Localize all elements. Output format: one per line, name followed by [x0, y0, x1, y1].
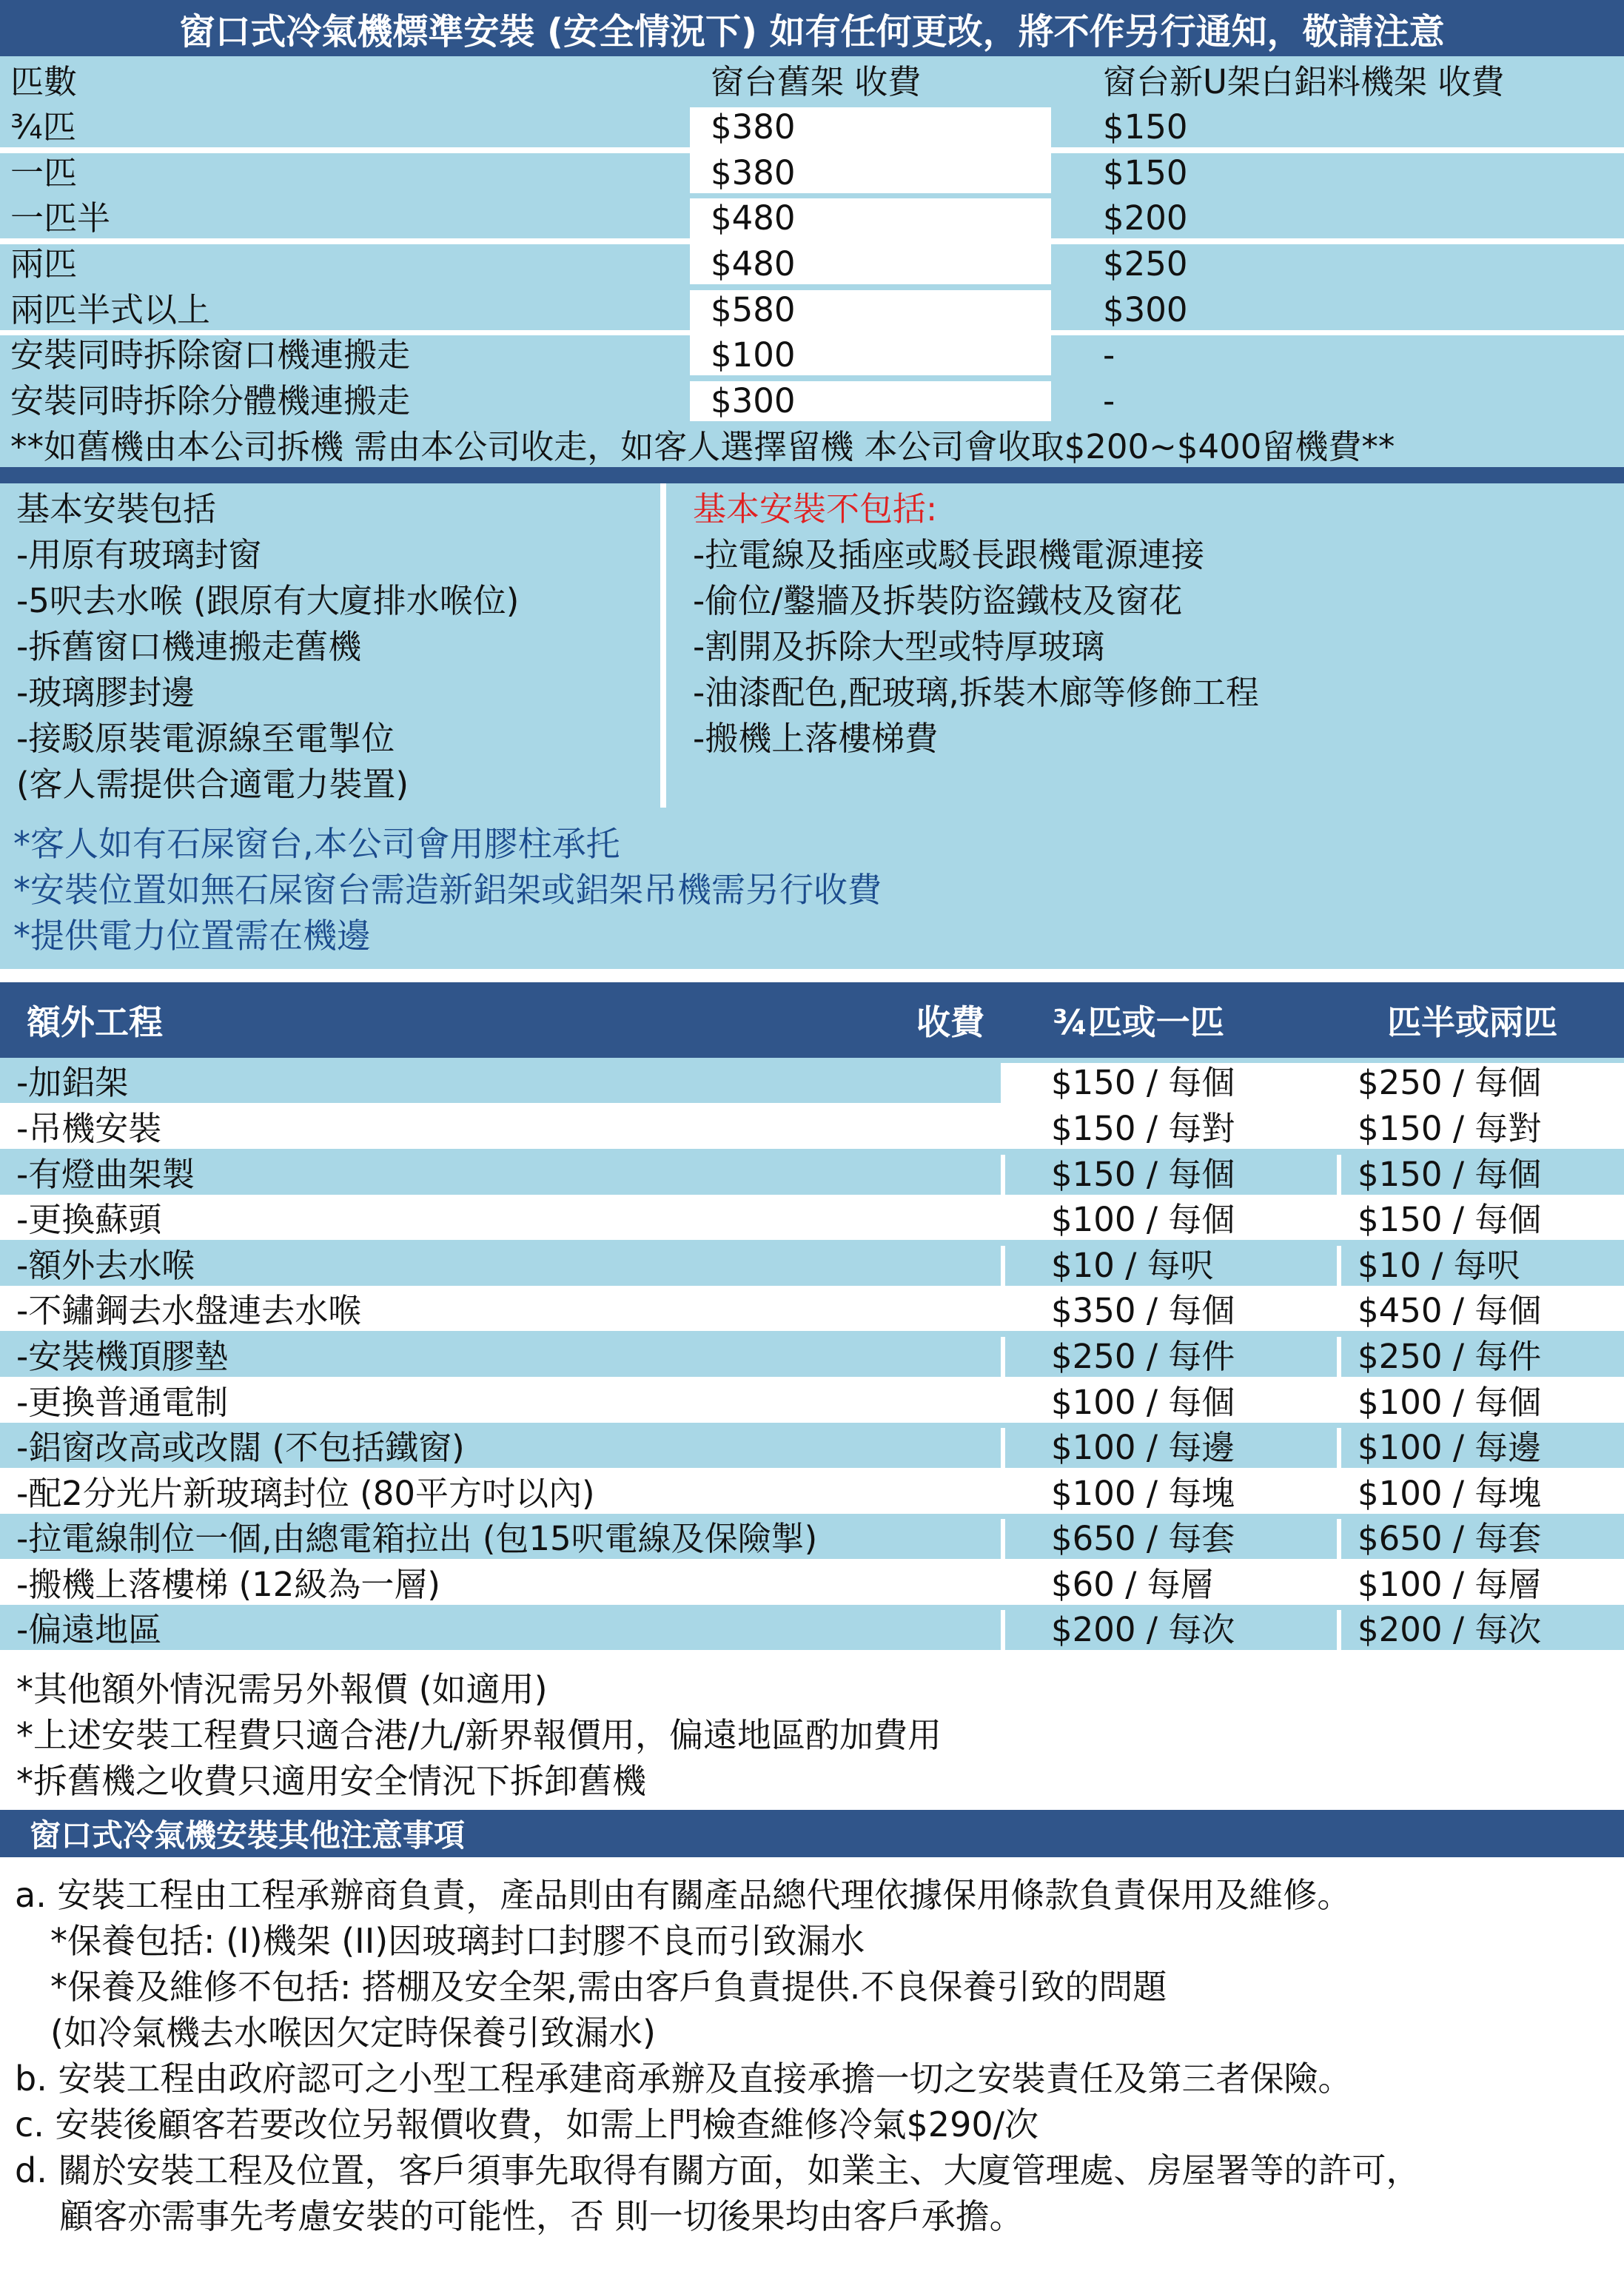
table-row: [0, 284, 1624, 330]
old-bracket-price: $380: [690, 153, 1051, 193]
table-row: [0, 193, 1624, 239]
table-row: [0, 1514, 1624, 1560]
large-unit-price: $450 / 每個: [1358, 1291, 1542, 1331]
small-unit-price: $100 / 每塊: [1005, 1474, 1341, 1514]
list-item: -拉電線及插座或駁長跟機電源連接: [693, 534, 1205, 574]
small-unit-price: $650 / 每套: [1005, 1519, 1341, 1559]
note-line: *拆舊機之收費只適用安全情況下拆卸舊機: [16, 1761, 646, 1802]
row-label: ¾匹: [10, 107, 76, 147]
large-unit-price: $150 / 每個: [1358, 1200, 1542, 1240]
extra-notes: [0, 1650, 1624, 1810]
column-header: 窗台新U架白鋁料機架 收費: [1103, 61, 1505, 101]
list-item: -用原有玻璃封窗: [16, 534, 262, 574]
new-bracket-price: $300: [1103, 289, 1188, 329]
row-label: 安裝同時拆除窗口機連搬走: [0, 335, 690, 375]
term-item: (如冷氣機去水喉因欠定時保養引致漏水): [50, 2013, 656, 2053]
work-item: -吊機安裝: [0, 1109, 1005, 1149]
terms-title: 窗口式冷氣機安裝其他注意事項: [0, 1810, 1624, 1857]
new-bracket-price: $200: [1103, 198, 1188, 238]
large-unit-price: $200 / 每次: [1358, 1610, 1542, 1650]
table-row: [0, 102, 1624, 148]
table-row: [0, 1058, 1624, 1104]
table-row: [0, 1468, 1624, 1514]
old-bracket-price: $300: [690, 381, 1051, 421]
term-item: a. 安裝工程由工程承辦商負責，產品則由有關產品總代理依據保用條款負責保用及維修。: [15, 1875, 1352, 1916]
extra-works-header: [0, 982, 1624, 1058]
small-unit-price: $60 / 每層: [1005, 1565, 1341, 1605]
old-bracket-price: $580: [690, 290, 1051, 330]
row-label: 一匹: [0, 153, 690, 193]
table-row: [0, 1286, 1624, 1332]
row-label: 一匹半: [10, 198, 111, 238]
table-row: [0, 1331, 1624, 1377]
small-unit-price: $200 / 每次: [1005, 1610, 1341, 1650]
section-divider: [0, 467, 1624, 483]
table-row: [0, 375, 1624, 421]
table-row: [0, 147, 1624, 193]
term-item: b. 安裝工程由政府認可之小型工程承建商承辦及直接承擔一切之安裝責任及第三者保險。: [15, 2059, 1352, 2099]
small-unit-price: $100 / 每個: [1005, 1200, 1341, 1240]
table-row: [0, 1377, 1624, 1423]
small-unit-price: $100 / 每個: [1005, 1383, 1341, 1423]
large-unit-price: $100 / 每塊: [1358, 1473, 1542, 1513]
row-label: 安裝同時拆除分體機連搬走: [10, 380, 411, 420]
work-item: -偏遠地區: [0, 1610, 1005, 1650]
removal-note: **如舊機由本公司拆機 需由本公司收走，如客人選擇留機 本公司會收取$200~$400留機費**: [0, 421, 1624, 467]
list-item: (客人需提供合適電力裝置): [16, 764, 409, 804]
large-unit-price: $100 / 每個: [1358, 1382, 1542, 1422]
term-item: *保養包括: (I)機架 (II)因玻璃封口封膠不良而引致漏水: [50, 1921, 865, 1962]
column-header: 窗台舊架 收費: [711, 61, 922, 101]
large-unit-price: $150 / 每對: [1358, 1108, 1542, 1148]
install-scope: [0, 483, 1624, 808]
row-label: 兩匹: [0, 244, 690, 284]
new-bracket-price: -: [1051, 335, 1624, 375]
old-bracket-price: $100: [690, 335, 1051, 375]
small-unit-price: $150 / 每個: [1005, 1063, 1341, 1103]
large-unit-price: $650 / 每套: [1358, 1519, 1542, 1559]
table-row: [0, 1149, 1624, 1195]
terms-list: [0, 1857, 1624, 2239]
extra-works-table: [0, 1058, 1624, 1651]
work-item: -鋁窗改高或改闊 (不包括鐵窗): [0, 1428, 1005, 1468]
list-item: -拆舊窗口機連搬走舊機: [16, 626, 362, 666]
list-item: -搬機上落樓梯費: [693, 718, 939, 758]
work-item: -加鋁架: [0, 1063, 1005, 1103]
table-row: [0, 238, 1624, 284]
included-list: [0, 483, 666, 808]
old-bracket-price: $480: [690, 244, 1051, 284]
table-row: [0, 1240, 1624, 1286]
list-item: -油漆配色,配玻璃,拆裝木廊等修飾工程: [693, 672, 1259, 712]
small-unit-price: $150 / 每對: [1005, 1109, 1341, 1149]
large-unit-price: $100 / 每層: [1358, 1564, 1542, 1604]
work-item: -更換普通電制: [0, 1383, 1005, 1423]
list-item: -接駁原裝電源線至電掣位: [16, 718, 395, 758]
old-bracket-price: $480: [690, 198, 1051, 238]
new-bracket-price: $150: [1051, 153, 1624, 193]
table-header-row: [0, 56, 1624, 102]
fee-header: 收費: [916, 1002, 984, 1042]
new-bracket-price: -: [1103, 380, 1115, 420]
large-unit-price: $250 / 每件: [1358, 1336, 1542, 1376]
small-unit-price: $100 / 每邊: [1005, 1428, 1341, 1468]
list-item: -5呎去水喉 (跟原有大廈排水喉位): [16, 580, 520, 620]
list-item: -偷位/鑿牆及拆裝防盜鐵枝及窗花: [693, 580, 1183, 620]
spacer: [0, 969, 1624, 982]
excluded-list: [666, 483, 1624, 808]
table-row: [0, 1423, 1624, 1469]
small-unit-header: ¾匹或一匹: [1053, 1002, 1224, 1042]
large-unit-header: 匹半或兩匹: [1387, 1002, 1557, 1042]
excluded-title: 基本安裝不包括:: [693, 489, 938, 529]
table-row: [0, 1195, 1624, 1241]
small-unit-price: $150 / 每個: [1005, 1155, 1341, 1195]
table-row: [0, 330, 1624, 376]
list-item: -割開及拆除大型或特厚玻璃: [693, 626, 1105, 666]
work-item: -額外去水喉: [0, 1246, 1005, 1286]
table-row: [0, 1103, 1624, 1149]
large-unit-price: $250 / 每個: [1341, 1063, 1624, 1103]
large-unit-price: $150 / 每個: [1358, 1154, 1542, 1194]
included-title: 基本安裝包括: [16, 489, 217, 529]
table-row: [0, 1559, 1624, 1605]
row-label: 兩匹半式以上: [10, 289, 211, 329]
note-line: *上述安裝工程費只適合港/九/新界報價用，偏遠地區酌加費用: [16, 1715, 942, 1756]
extra-works-title: 額外工程: [27, 1002, 163, 1042]
note-line: *客人如有石屎窗台,本公司會用膠柱承托: [13, 823, 620, 864]
price-table: [0, 56, 1624, 467]
term-item: c. 安裝後顧客若要改位另報價收費，如需上門檢查維修冷氣$290/次: [15, 2104, 1039, 2145]
work-item: -不鏽鋼去水盤連去水喉: [0, 1291, 1005, 1331]
install-notes: [0, 808, 1624, 969]
work-item: -安裝機頂膠墊: [0, 1337, 1005, 1377]
work-item: -有燈曲架製: [0, 1155, 1005, 1195]
term-item: d. 關於安裝工程及位置，客戶須事先取得有關方面，如業主、大廈管理處、房屋署等的許可，: [15, 2150, 1420, 2191]
list-item: -玻璃膠封邊: [16, 672, 195, 712]
work-item: -配2分光片新玻璃封位 (80平方吋以內): [0, 1474, 1005, 1514]
page-title: 窗口式冷氣機標準安裝 (安全情況下) 如有任何更改，將不作另行通知，敬請注意: [0, 0, 1624, 56]
note-line: *提供電力位置需在機邊: [13, 915, 371, 956]
note-line: *安裝位置如無石屎窗台需造新鋁架或鋁架吊機需另行收費: [13, 869, 882, 910]
work-item: -搬機上落樓梯 (12級為一層): [0, 1565, 1005, 1605]
old-bracket-price: $380: [690, 107, 1051, 147]
new-bracket-price: $250: [1051, 244, 1624, 284]
work-item: -更換蘇頭: [0, 1200, 1005, 1240]
small-unit-price: $350 / 每個: [1005, 1291, 1341, 1331]
new-bracket-price: $150: [1103, 107, 1188, 147]
column-header: 匹數: [10, 61, 78, 101]
small-unit-price: $250 / 每件: [1005, 1337, 1341, 1377]
table-row: [0, 1605, 1624, 1651]
term-item: *保養及維修不包括: 搭棚及安全架,需由客戶負責提供.不良保養引致的問題: [50, 1967, 1167, 2008]
large-unit-price: $10 / 每呎: [1358, 1245, 1520, 1285]
work-item: -拉電線制位一個,由總電箱拉出 (包15呎電線及保險掣): [0, 1519, 1005, 1559]
large-unit-price: $100 / 每邊: [1358, 1428, 1542, 1468]
note-line: *其他額外情況需另外報價 (如適用): [16, 1669, 548, 1710]
small-unit-price: $10 / 每呎: [1005, 1246, 1341, 1286]
term-item: 顧客亦需事先考慮安裝的可能性，否 則一切後果均由客戶承擔。: [59, 2196, 1024, 2237]
